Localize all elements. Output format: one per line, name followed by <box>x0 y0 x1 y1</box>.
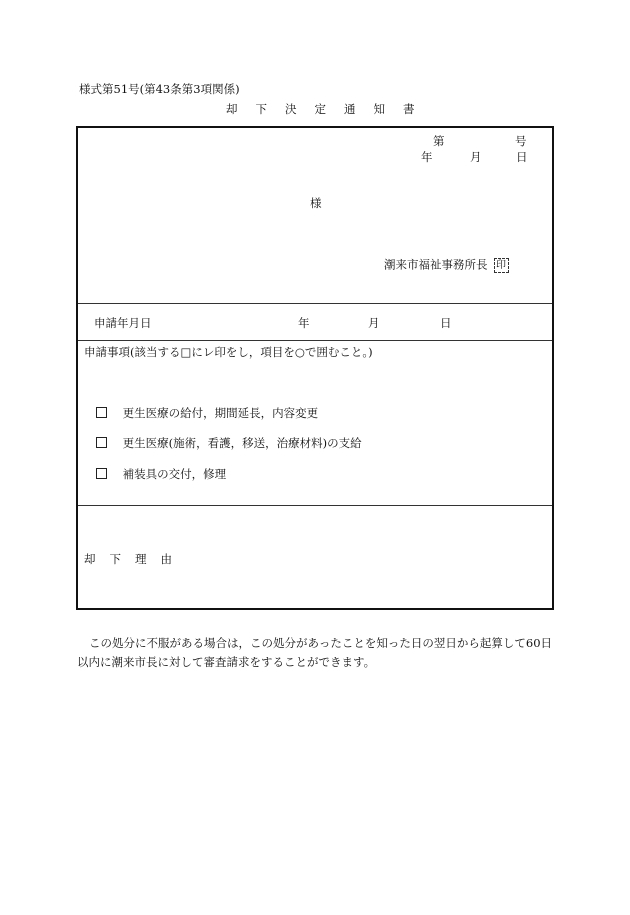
issue-number-suffix: 号 <box>515 134 527 148</box>
title-char: 通 <box>344 102 356 116</box>
title-char: 定 <box>314 102 326 116</box>
reason-char: 理 <box>135 552 147 566</box>
divider <box>78 303 552 304</box>
application-option <box>96 468 226 481</box>
title-char: 却 <box>226 102 238 116</box>
application-items-heading: 申請事項(該当する□にレ印をし，項目を○で囲むこと。) <box>84 345 373 359</box>
option-label: 更生医療(施術，看護，移送，治療材料)の支給 <box>122 436 362 450</box>
form-number-label: 様式第51号(第43条第3項関係) <box>79 82 240 96</box>
option-checkbox[interactable] <box>96 407 107 418</box>
title-char: 書 <box>403 102 415 116</box>
issue-date-day: 日 <box>516 150 528 164</box>
issue-date-year: 年 <box>421 150 433 164</box>
option-label: 更生医療の給付，期間延長，内容変更 <box>122 406 319 420</box>
divider <box>78 505 552 506</box>
appeal-notice: この処分に不服がある場合は，この処分があったことを知った日の翌日から起算して60日以内に潮来市長に対して審査請求をすることができます。 <box>77 636 553 669</box>
issue-number-prefix: 第 <box>433 134 445 148</box>
divider <box>78 340 552 341</box>
application-date-year: 年 <box>298 316 310 330</box>
option-checkbox[interactable] <box>96 468 107 479</box>
application-date-day: 日 <box>440 316 452 330</box>
issuer-line <box>384 258 509 273</box>
option-checkbox[interactable] <box>96 437 107 448</box>
reason-char: 却 <box>84 552 96 566</box>
document-title <box>226 104 415 116</box>
form-frame <box>76 126 554 610</box>
reason-char: 下 <box>109 552 121 566</box>
issuer-name: 潮来市福祉事務所長 <box>384 257 488 272</box>
seal-mark: 印 <box>494 258 509 273</box>
application-option <box>96 407 318 420</box>
title-char: 知 <box>373 102 385 116</box>
application-date-label: 申請年月日 <box>94 316 152 330</box>
reason-char: 由 <box>160 552 172 566</box>
option-label: 補装具の交付，修理 <box>122 467 227 481</box>
issue-date-month: 月 <box>470 150 482 164</box>
rejection-reason-label <box>84 554 172 566</box>
application-option <box>96 437 362 450</box>
title-char: 下 <box>255 102 267 116</box>
addressee-honorific: 様 <box>310 196 322 210</box>
application-date-month: 月 <box>368 316 380 330</box>
title-char: 決 <box>285 102 297 116</box>
